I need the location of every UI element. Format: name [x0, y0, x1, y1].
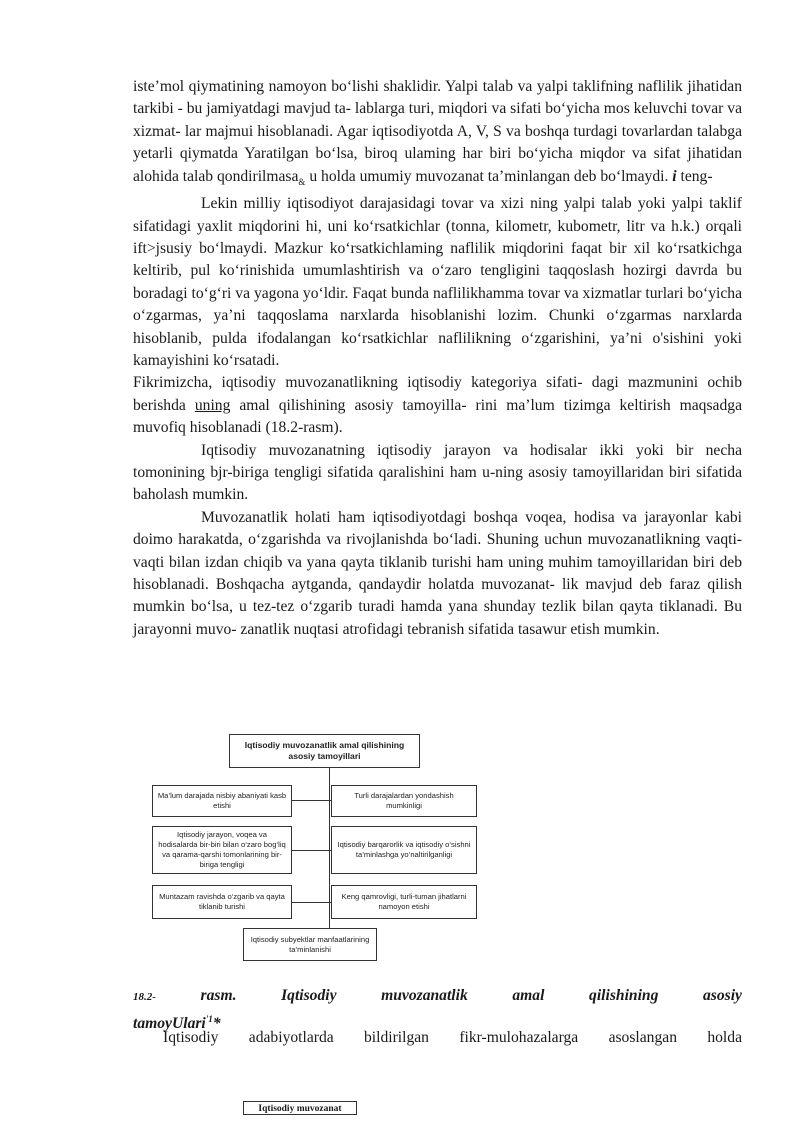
subscript-mark: &	[298, 176, 306, 187]
following-paragraph: Iqtisodiy adabiyotlarda bildirilgan fikr-mulohazalarga asoslangan holda	[163, 1029, 742, 1046]
diagram-left-box-2: Iqtisodiy jarayon, voqea va hodisalarda bir-biri bilan o‘zaro bog‘liq va qarama-qarshi tomonlarining bir-biriga tengligi	[152, 826, 292, 874]
footer-label-box: Iqtisodiy muvozanat	[243, 1101, 357, 1115]
underlined-word: uning	[194, 396, 231, 414]
diagram-right-box-2: Iqtisodiy barqarorlik va iqtisodiy o‘sishni ta’minlashga yo‘naltirilganligi	[331, 826, 477, 874]
caption-line-2: tamoyUlari$^{'1}$*	[133, 1014, 221, 1033]
diagram-left-box-3: Muntazam ravishda o‘zgarib va qayta tiklanib turishi	[152, 885, 292, 919]
diagram-top-box: Iqtisodiy muvozanatlik amal qilishining asosiy tamoyillari	[229, 734, 420, 768]
diagram-bottom-box: Iqtisodiy subyektlar manfaatlarining ta’minlanishi	[243, 928, 377, 961]
paragraph-3: Fikrimizcha, iqtisodiy muvozanatlikning iqtisodiy kategoriya sifati- dagi mazmunini ochib berishda uning amal qilishining asosiy tamoyilla- rini ma’lum tizimga keltirish maqsadga muvofiq hisoblanadi (18.2-rasm).	[133, 374, 742, 437]
diagram-right-box-1: Turli darajalardan yondashish mumkinligi	[331, 785, 477, 817]
body-text	[133, 76, 742, 641]
paragraph-5: Muvozanatlik holati ham iqtisodiyotdagi boshqa voqea, hodisa va jarayonlar kabi doimo harakatda, o‘zgarishda va rivojlanishda bo‘ladi. Shuning uchun muvozanatlikning vaqti-vaqti bilan izdan chiqib va yana qayta tiklanib turishi ham uning muhim tamoyillaridan biri deb hisoblanadi. Boshqacha aytganda, qandaydir holatda muvozanat- lik mavjud deb faraz qilish mumkin bo‘lsa, u tez-tez o‘zgarib turadi hamda yana shunday tezlik bilan qayta tiklanadi. Bu jarayonni muvo- zanatlik nuqtasi atrofidagi tebranish sifatida tasawur etish mumkin.	[133, 508, 742, 638]
connector-left-1	[292, 800, 329, 801]
diagram-trunk-line	[329, 768, 330, 928]
diagram-left-box-1: Ma’lum darajada nisbiy abaniyati kasb etishi	[152, 785, 292, 817]
paragraph-1: iste’mol qiymatining namoyon bo‘lishi shaklidir. Yalpi talab va yalpi taklifning naflilik jihatidan tarkibi - bu jamiyatdagi mavjud ta- lablarga turi, miqdori va sifati bo‘yicha mos keluvchi tovar va xizmat- lar majmui hisoblanadi. Agar iqtisodiyotda A, V, S va boshqa turdagi tovarlardan talabga yetarli qiymatda Yaratilgan bo‘lsa, biroq ulaming har biri bo‘yicha miqdor va sifat jihatidan alohida talab qondirilmasa$_{\&}$ u holda umumiy muvozanat ta’minlangan deb bo‘lmaydi. i teng-	[133, 78, 742, 187]
connector-left-3	[292, 902, 329, 903]
paragraph-2: Lekin milliy iqtisodiyot darajasidagi tovar va xizi ning yalpi talab yoki yalpi taklif sifatidagi yaxlit miqdorini hi, uni ko‘rsatkichlar (tonna, kilometr, kubometr, litr va h.k.) orqali ift>jsusiy bo‘lmaydi. Mazkur ko‘rsatkichlaming naflilik miqdorini faqat bir xil ko‘rsatkichga keltirib, pul ko‘rinishida umumlashtirish va o‘zaro tengligini taqqoslash hozirgi davrda bu boradagi to‘g‘ri va yagona yo‘ldir. Faqat bunda naflilikhamma tovar va xizmatlar turlari bo‘yicha o‘zgarmas, ya’ni taqqoslama narxlarda hisoblanishi lozim. Chunki o‘zgarmas narxlarda hisoblanib, pulda ifodalangan ko‘rsatkichlar naflilikning o‘zgarishini, ya’ni o'sishini yoki kamayishini ko‘rsatadi.	[133, 195, 742, 369]
diagram-right-box-3: Keng qamrovligi, turli-tuman jihatlarni namoyon etishi	[331, 885, 477, 919]
connector-left-2	[292, 850, 329, 851]
figure-caption: 18.2- rasm. Iqtisodiy muvozanatlik amal qilishining asosiy tamoyUlari$^{'1}$*	[133, 985, 742, 1035]
paragraph-4: Iqtisodiy muvozanatning iqtisodiy jarayon va hodisalar ikki yoki bir necha tomonining bjr-biriga tengligi sifatida qaralishini ham u-ning asosiy tamoyillaridan biri sifatida baholash mumkin.	[133, 441, 742, 504]
caption-number: 18.2-	[133, 991, 156, 1003]
